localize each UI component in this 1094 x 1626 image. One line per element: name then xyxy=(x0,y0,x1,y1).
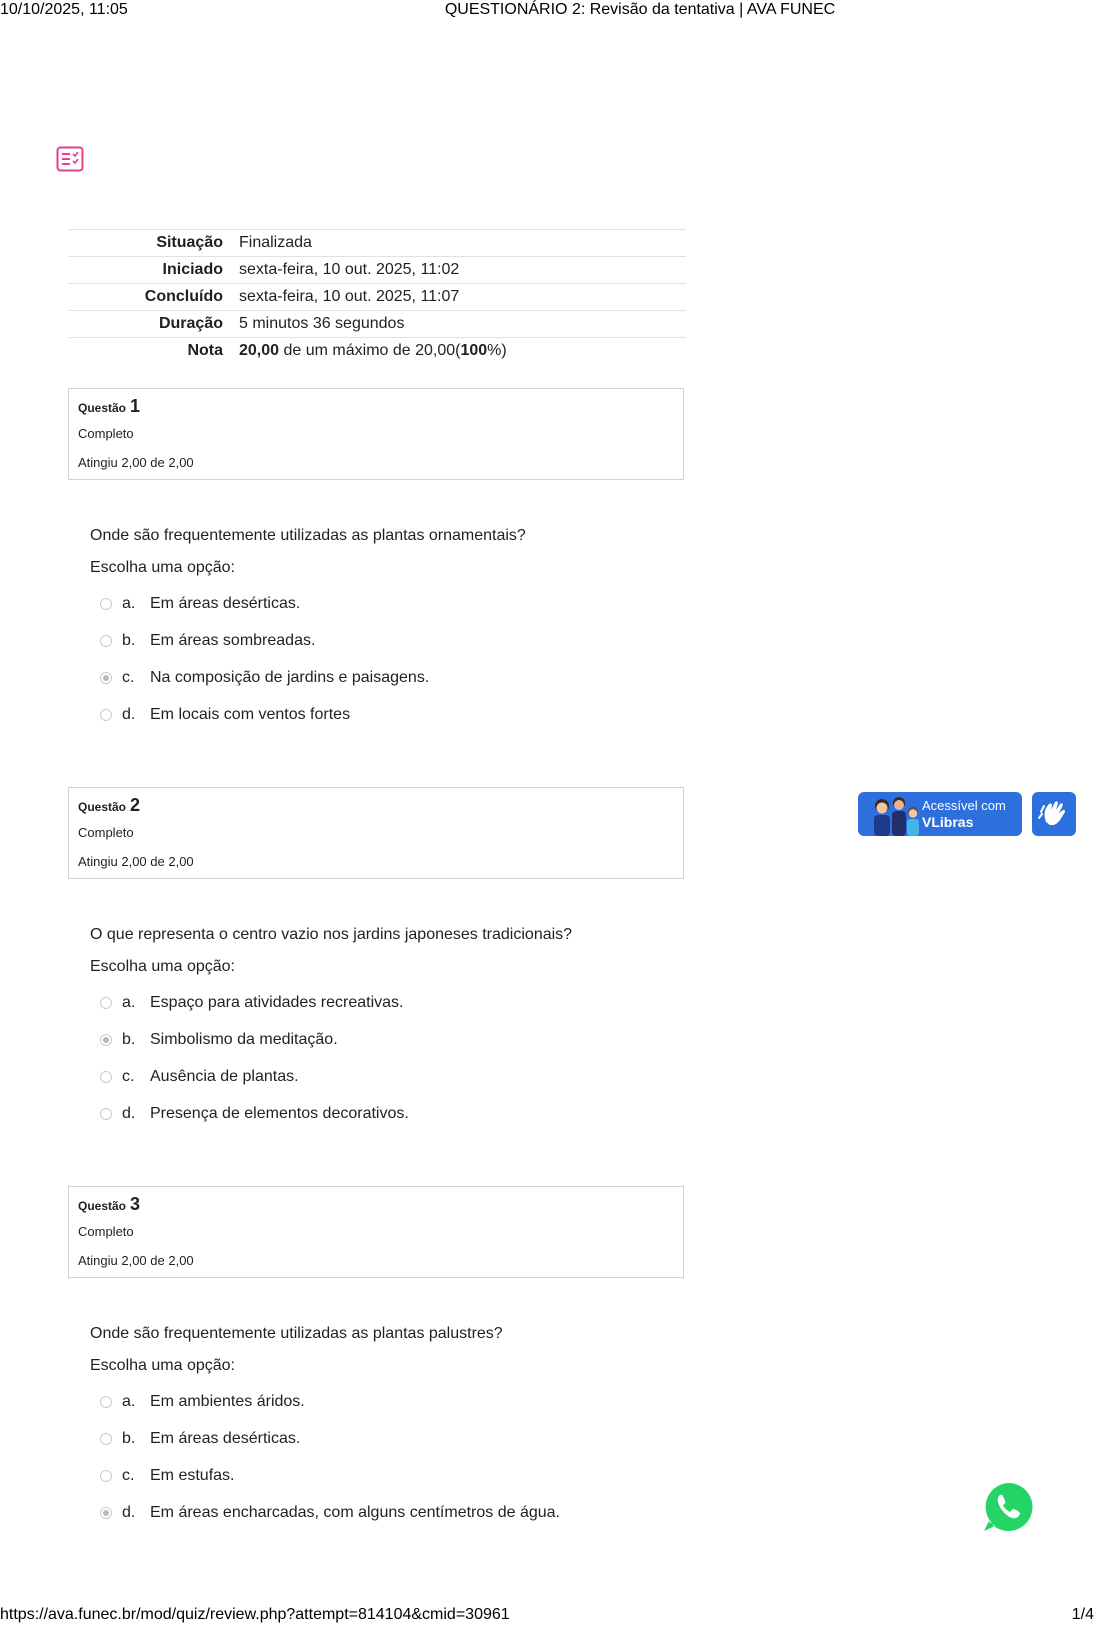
radio-button[interactable] xyxy=(100,1071,112,1083)
grade-end: %) xyxy=(487,342,507,360)
question-number xyxy=(78,795,140,816)
answer-option-1b[interactable] xyxy=(100,629,315,653)
question-label: Questão xyxy=(78,1199,127,1213)
answer-option-2a[interactable] xyxy=(100,991,403,1015)
question-state: Completo xyxy=(78,1224,134,1239)
question-info-2 xyxy=(68,787,684,879)
summary-label: Situação xyxy=(156,234,223,251)
answer-letter: a. xyxy=(122,994,136,1011)
answer-letter: c. xyxy=(122,1068,135,1085)
answer-text: Ausência de plantas. xyxy=(150,1068,299,1085)
answer-option-1d[interactable] xyxy=(100,703,350,727)
answer-option-3c[interactable] xyxy=(100,1464,234,1488)
summary-row-duracao xyxy=(68,311,686,338)
radio-button[interactable] xyxy=(100,635,112,647)
summary-row-nota xyxy=(68,338,686,365)
question-number-value: 1 xyxy=(130,396,141,416)
sign-language-hand-icon[interactable] xyxy=(1032,792,1076,836)
answer-letter: d. xyxy=(122,706,136,723)
answer-option-2c[interactable] xyxy=(100,1065,299,1089)
question-number xyxy=(78,396,140,417)
answer-text: Em áreas desérticas. xyxy=(150,1430,301,1447)
question-text-3: Onde são frequentemente utilizadas as plantas palustres? xyxy=(90,1325,503,1342)
answer-letter: b. xyxy=(122,1031,136,1048)
answer-text: Em locais com ventos fortes xyxy=(150,706,351,723)
vlibras-line2: VLibras xyxy=(922,814,974,830)
question-text-1: Onde são frequentemente utilizadas as plantas ornamentais? xyxy=(90,527,526,544)
radio-button[interactable] xyxy=(100,709,112,721)
summary-row-concluido xyxy=(68,284,686,311)
answer-prompt-2: Escolha uma opção: xyxy=(90,958,235,975)
question-state: Completo xyxy=(78,426,134,441)
answer-text: Em áreas encharcadas, com alguns centímetros de água. xyxy=(150,1504,560,1521)
summary-label: Nota xyxy=(187,342,223,360)
answer-letter: b. xyxy=(122,632,136,649)
grade-middle: de um máximo de 20,00( xyxy=(279,342,461,360)
radio-button[interactable] xyxy=(100,1108,112,1120)
question-label: Questão xyxy=(78,800,127,814)
summary-value: 5 minutos 36 segundos xyxy=(239,315,405,332)
answer-letter: c. xyxy=(122,1467,135,1484)
summary-value: Finalizada xyxy=(239,234,312,251)
question-number-value: 3 xyxy=(130,1194,141,1214)
summary-grade-value xyxy=(239,338,686,365)
summary-row-situacao xyxy=(68,230,686,257)
answer-letter: b. xyxy=(122,1430,136,1447)
summary-value: sexta-feira, 10 out. 2025, 11:07 xyxy=(239,288,460,305)
radio-button[interactable] xyxy=(100,1433,112,1445)
answer-text: Simbolismo da meditação. xyxy=(150,1031,338,1048)
answer-option-3b[interactable] xyxy=(100,1427,300,1451)
question-state: Completo xyxy=(78,825,134,840)
question-text-2: O que representa o centro vazio nos jardins japoneses tradicionais? xyxy=(90,926,573,943)
answer-letter: d. xyxy=(122,1105,136,1122)
print-footer xyxy=(0,1604,1094,1626)
answer-prompt-3: Escolha uma opção: xyxy=(90,1357,235,1374)
answer-letter: a. xyxy=(122,1393,136,1410)
radio-button-selected[interactable] xyxy=(100,1507,112,1519)
answer-text: Na composição de jardins e paisagens. xyxy=(150,669,430,686)
question-info-1 xyxy=(68,388,684,480)
vlibras-banner-button[interactable] xyxy=(858,792,1022,836)
print-page-number: 1/4 xyxy=(1071,1606,1094,1623)
radio-button[interactable] xyxy=(100,1470,112,1482)
summary-value: sexta-feira, 10 out. 2025, 11:02 xyxy=(239,261,460,278)
question-grade: Atingiu 2,00 de 2,00 xyxy=(78,455,194,470)
question-number xyxy=(78,1194,140,1215)
print-datetime: 10/10/2025, 11:05 xyxy=(0,1,128,18)
radio-button-selected[interactable] xyxy=(100,672,112,684)
answer-letter: d. xyxy=(122,1504,136,1521)
answer-option-1a[interactable] xyxy=(100,592,300,616)
quiz-icon xyxy=(56,146,84,172)
question-grade: Atingiu 2,00 de 2,00 xyxy=(78,1253,194,1268)
answer-option-3d[interactable] xyxy=(100,1501,560,1525)
question-info-3 xyxy=(68,1186,684,1278)
answer-text: Em ambientes áridos. xyxy=(150,1393,305,1410)
question-number-value: 2 xyxy=(130,795,141,815)
attempt-summary-table xyxy=(68,229,686,365)
answer-text: Espaço para atividades recreativas. xyxy=(150,994,404,1011)
print-page-title: QUESTIONÁRIO 2: Revisão da tentativa | AVA FUNEC xyxy=(444,1,836,18)
vlibras-line1: Acessível com xyxy=(922,798,1006,813)
answer-option-3a[interactable] xyxy=(100,1390,305,1414)
print-url: https://ava.funec.br/mod/quiz/review.php?attempt=814104&cmid=30961 xyxy=(0,1606,510,1623)
answer-text: Em áreas desérticas. xyxy=(150,595,301,612)
radio-button[interactable] xyxy=(100,1396,112,1408)
question-grade: Atingiu 2,00 de 2,00 xyxy=(78,854,194,869)
summary-row-iniciado xyxy=(68,257,686,284)
answer-option-1c[interactable] xyxy=(100,666,429,690)
summary-label: Concluído xyxy=(144,288,223,305)
question-label: Questão xyxy=(78,401,127,415)
answer-prompt-1: Escolha uma opção: xyxy=(90,559,235,576)
answer-text: Presença de elementos decorativos. xyxy=(150,1105,409,1122)
vlibras-people-icon xyxy=(866,794,924,836)
radio-button-selected[interactable] xyxy=(100,1034,112,1046)
answer-text: Em estufas. xyxy=(150,1467,235,1484)
grade-percent: 100 xyxy=(460,342,488,360)
radio-button[interactable] xyxy=(100,997,112,1009)
answer-option-2d[interactable] xyxy=(100,1102,409,1126)
answer-option-2b[interactable] xyxy=(100,1028,338,1052)
radio-button[interactable] xyxy=(100,598,112,610)
whatsapp-icon[interactable] xyxy=(981,1480,1035,1534)
grade-score: 20,00 xyxy=(239,342,280,360)
answer-text: Em áreas sombreadas. xyxy=(150,632,316,649)
answer-letter: c. xyxy=(122,669,135,686)
print-header xyxy=(0,0,1094,22)
answer-letter: a. xyxy=(122,595,136,612)
summary-label: Iniciado xyxy=(162,261,223,278)
summary-label: Duração xyxy=(158,315,223,332)
